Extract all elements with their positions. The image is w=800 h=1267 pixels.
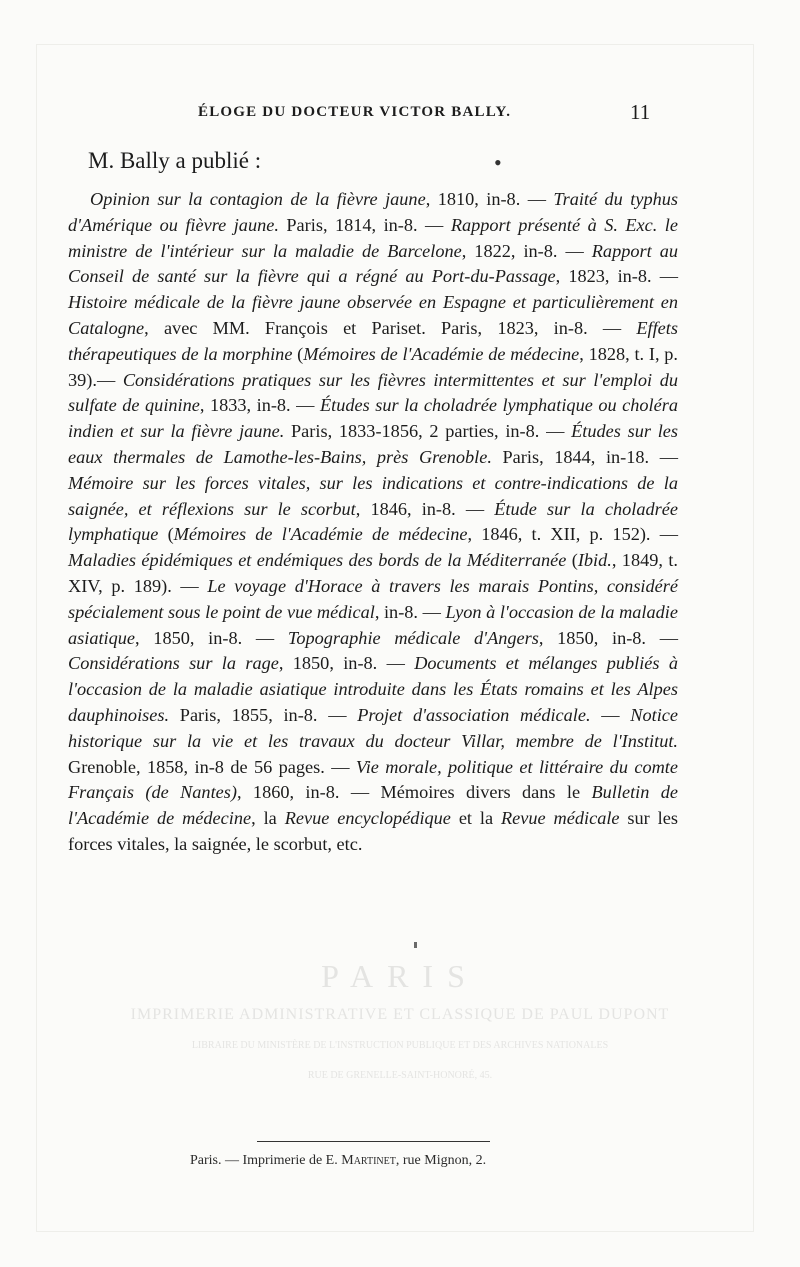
bleed-through-printer: IMPRIMERIE ADMINISTRATIVE ET CLASSIQUE DE PAUL DUPONT xyxy=(130,1006,670,1023)
page-number: 11 xyxy=(630,100,651,124)
work-title: Le voyage d'Horace à travers les marais Pontins, considéré spécialement sous le point de vue médical xyxy=(68,575,678,622)
work-details: , avec MM. François et Pariset. Paris, 1823, in-8. — xyxy=(144,317,637,338)
work-title: Lyon à l'occasion de la maladie asiatique xyxy=(68,601,678,648)
work-details: , 1822, in-8. — xyxy=(461,240,592,261)
work-title: Traité du typhus d'Amérique ou fièvre jaune. xyxy=(68,189,678,235)
work-title: Ibid. xyxy=(577,550,612,571)
work-title: Bulletin de l'Académie de médecine xyxy=(68,782,678,829)
work-details: et la xyxy=(450,808,501,829)
bleed-through-line-3: LIBRAIRE DU MINISTÈRE DE L'INSTRUCTION PUBLIQUE ET DES ARCHIVES NATIONALES xyxy=(191,1040,609,1051)
running-head xyxy=(70,100,670,130)
work-title: Histoire médicale de la fièvre jaune observée en Espagne et particulièrement en Catalogne xyxy=(68,292,678,338)
work-details: — xyxy=(590,704,631,725)
bleed-through-address: RUE DE GRENELLE-SAINT-HONORÉ, 45. xyxy=(307,1070,493,1081)
work-details: , 1846, t. XII, p. 152). — xyxy=(467,524,678,545)
work-title: Considérations pratiques sur les fièvres intermittentes et sur l'emploi du sulfate de quinine xyxy=(68,369,678,416)
work-title: Rapport présenté à S. Exc. le ministre de l'intérieur sur la maladie de Barcelone xyxy=(68,214,678,261)
work-details: , 1833, in-8. — xyxy=(199,395,320,416)
work-details: sur les forces vitales, la saignée, le scorbut, etc. xyxy=(68,808,678,854)
work-title: Revue encyclopédique xyxy=(284,808,451,829)
work-title: Maladies épidémiques et endémiques des bords de la Méditerranée xyxy=(68,550,567,571)
work-details: , 1850, in-8. — xyxy=(135,627,288,648)
work-title: Notice historique sur la vie et les travaux du docteur Villar, membre de l'Institut. xyxy=(68,704,679,751)
section-intro: M. Bally a publié : xyxy=(88,148,262,173)
work-title: Considérations sur la rage xyxy=(68,653,279,674)
running-head-title: ÉLOGE DU DOCTEUR VICTOR BALLY. xyxy=(198,104,512,120)
work-details: , 1849, t. XIV, p. 189). — xyxy=(68,550,678,596)
bibliography-paragraph xyxy=(68,187,678,858)
work-title: Vie morale, politique et littéraire du comte Français (de Nantes) xyxy=(68,756,678,803)
work-details: ( xyxy=(292,343,304,364)
work-details: ( xyxy=(158,524,174,545)
work-title: Mémoires de l'Académie de médecine xyxy=(303,343,580,364)
work-title: Topographie médicale d'Angers xyxy=(287,627,539,648)
work-details: Paris, 1855, in-8. — xyxy=(169,704,358,725)
bleed-through-city: PARIS xyxy=(321,958,479,994)
work-title: Études sur les eaux thermales de Lamothe-les-Bains, près Grenoble. xyxy=(68,421,678,467)
work-title: Effets thérapeutiques de la morphine xyxy=(68,317,678,364)
work-details: , 1850, in-8. — xyxy=(538,627,678,648)
imprint-dash: — xyxy=(221,1153,243,1168)
work-title: Mémoire sur les forces vitales, sur les indications et contre-indications de la saignée, et réflexions sur le scorbut xyxy=(68,472,678,519)
imprint-printer: Imprimerie de E. xyxy=(242,1153,342,1168)
stray-ink-mark xyxy=(414,942,417,948)
work-details: , in-8. — xyxy=(374,601,446,622)
work-details: Grenoble, 1858, in-8 de 56 pages. — xyxy=(68,756,356,777)
stray-dot: • xyxy=(494,150,502,175)
work-details: , 1850, in-8. — xyxy=(278,653,415,674)
work-details: , 1828, t. I, p. 39).— xyxy=(68,343,678,390)
work-title: Opinion sur la contagion de la fièvre jaune xyxy=(90,189,426,209)
work-details: Paris, 1814, in-8. — xyxy=(278,214,451,235)
imprint-printer-name: Martinet xyxy=(341,1153,396,1168)
imprint-city: Paris. xyxy=(190,1153,222,1168)
work-title: Mémoires de l'Académie de médecine xyxy=(173,524,468,545)
work-title: Projet d'association médicale. xyxy=(357,704,591,725)
work-details: , 1846, in-8. — xyxy=(355,498,495,519)
work-details: ( xyxy=(566,550,578,571)
work-details: Paris, 1833-1856, 2 parties, in-8. — xyxy=(284,421,572,442)
work-details: , 1810, in-8. — xyxy=(425,189,554,209)
work-title: Rapport au Conseil de santé sur la fièvre qui a régné au Port-du-Passage xyxy=(68,240,678,287)
imprint-address: , rue Mignon, 2. xyxy=(395,1153,487,1168)
work-details: , 1823, in-8. — xyxy=(555,266,678,287)
work-title: Revue médicale xyxy=(501,808,620,829)
work-details: , 1860, in-8. — Mémoires divers dans le xyxy=(236,782,592,803)
work-details: , la xyxy=(251,808,285,829)
imprint-rule xyxy=(257,1141,490,1142)
work-title: Étude sur la choladrée lymphatique xyxy=(68,498,678,545)
work-title: Documents et mélanges publiés à l'occasion de la maladie asiatique introduite dans les États romains et les Alpes dauphinoises. xyxy=(68,653,678,725)
work-title: Études sur la choladrée lymphatique ou choléra indien et sur la fièvre jaune. xyxy=(68,395,678,442)
bibliography-text xyxy=(68,187,678,858)
work-details: Paris, 1844, in-18. — xyxy=(491,446,678,467)
printer-imprint xyxy=(190,1153,590,1169)
